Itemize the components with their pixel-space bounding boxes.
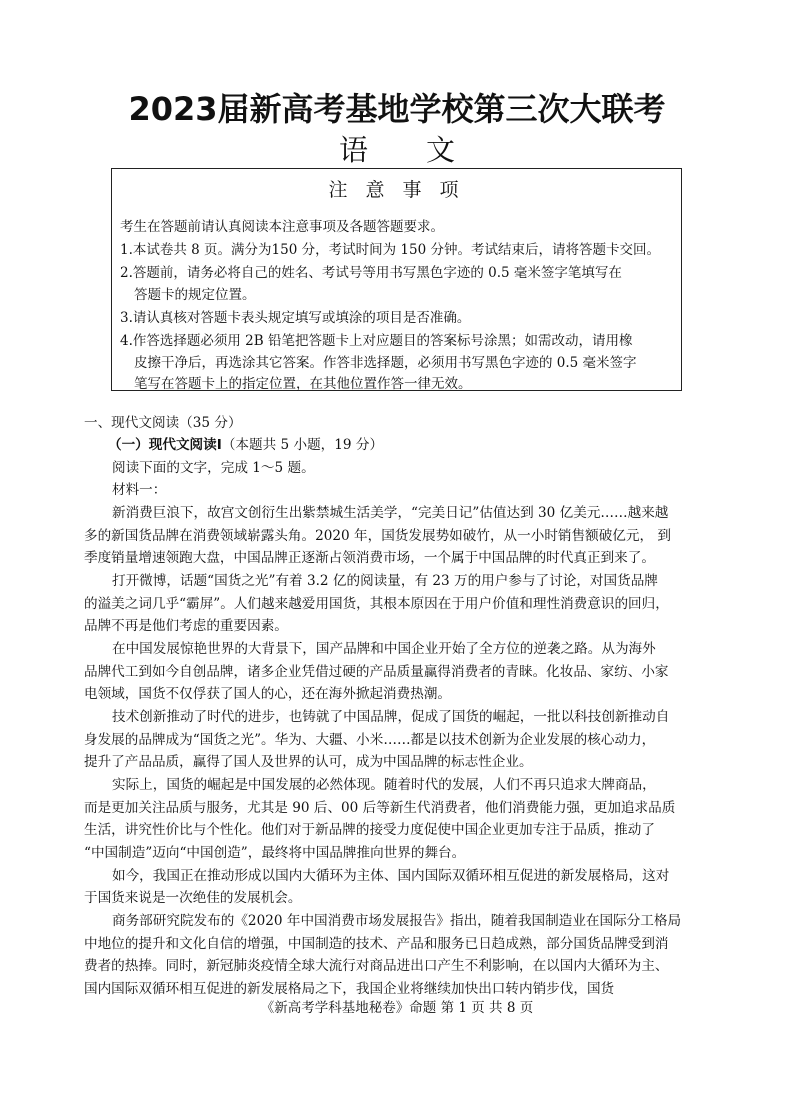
notice-line: 3.请认真核对答题卡表头规定填写或填涂的项目是否准确。 — [120, 310, 471, 326]
exam-title: 2023届新高考基地学校第三次大联考 — [128, 90, 666, 128]
subsection-title: （一）现代文阅读Ⅰ — [108, 437, 222, 453]
notice-line: 4.作答选择题必须用 2B 铅笔把答题卡上对应题目的答案标号涂黑；如需改动，请用橡 — [120, 333, 633, 349]
paragraph-line: 多的新国货品牌在消费领域崭露头角。2020 年，国货发展势如破竹，从一小时销售额破亿元， 到 — [84, 528, 671, 544]
notice-line: 答题卡的规定位置。 — [134, 287, 256, 303]
paragraph-line: 电领域，国货不仅俘获了国人的心，还在海外掀起消费热潮。 — [84, 686, 452, 702]
paragraph-line: 国内国际双循环相互促进的新发展格局之下，我国企业将继续加快出口转内销步伐，国货 — [84, 981, 615, 997]
paragraph-line: 商务部研究院发布的《2020 年中国消费市场发展报告》指出，随着我国制造业在国际分工格局 — [112, 913, 682, 929]
paragraph-line: 费者的热捧。同时，新冠肺炎疫情全球大流行对商品进出口产生不利影响，在以国内大循环为主、 — [84, 958, 669, 974]
paragraph-line: 而是更加关注品质与服务，尤其是 90 后、00 后等新生代消费者，他们消费能力强，更加追求品质 — [84, 800, 676, 816]
subject-title — [0, 128, 794, 169]
paragraph-line: 中地位的提升和文化自信的增强，中国制造的技术、产品和服务已日趋成熟，部分国货品牌受到消 — [84, 936, 669, 952]
notice-line: 皮擦干净后，再选涂其它答案。作答非选择题，必须用书写黑色字迹的 0.5 毫米签字 — [134, 355, 637, 371]
paragraph-line: 打开微博，话题“国货之光”有着 3.2 亿的阅读量，有 23 万的用户参与了讨论，对国货品牌 — [112, 573, 658, 589]
paragraph-line: 于国货来说是一次绝佳的发展机会。 — [84, 890, 302, 906]
subsection-heading — [108, 433, 383, 453]
instruction: 阅读下面的文字，完成 1～5 题。 — [112, 460, 315, 476]
notice-line: 1.本试卷共 8 页。满分为150 分，考试时间为 150 分钟。考试结束后，请将答题卡交回。 — [120, 242, 660, 258]
paragraph-line: 如今，我国正在推动形成以国内大循环为主体、国内国际双循环相互促进的新发展格局，这对 — [112, 868, 670, 884]
subsection-info: （本题共 5 小题，19 分） — [221, 437, 384, 453]
notice-line: 笔写在答题卡上的指定位置，在其他位置作答一律无效。 — [134, 376, 472, 392]
notice-heading: 注 意 事 项 — [328, 179, 465, 201]
paragraph-line: 新消费巨浪下，故宫文创衍生出紫禁城生活美学，“完美日记”估值达到 30 亿美元……越来越 — [112, 505, 669, 521]
paragraph-line: 品牌代工到如今自创品牌，诸多企业凭借过硬的产品质量赢得消费者的青睐。化妆品、家纺、小家 — [84, 664, 669, 680]
paragraph-line: 品牌不再是他们考虑的重要因素。 — [84, 618, 288, 634]
paragraph-line: 季度销量增速领跑大盘，中国品牌正逐渐占领消费市场，一个属于中国品牌的时代真正到来了。 — [84, 550, 655, 566]
paragraph-line: 实际上，国货的崛起是中国发展的必然体现。随着时代的发展，人们不再只追求大牌商品， — [112, 777, 656, 793]
subject-char-2: 文 — [426, 133, 456, 167]
page-footer: 《新高考学科基地秘卷》命题 第 1 页 共 8 页 — [260, 1000, 534, 1016]
notice-box — [111, 168, 682, 391]
paragraph-line: 在中国发展惊艳世界的大背景下，国产品牌和中国企业开始了全方位的逆袭之路。从为海外 — [112, 641, 656, 657]
section-heading: 一、现代文阅读（35 分） — [84, 415, 242, 431]
subject-char-1: 语 — [338, 133, 368, 167]
material-label: 材料一： — [112, 482, 167, 498]
paragraph-line: 身发展的品牌成为“国货之光”。华为、大疆、小米……都是以技术创新为企业发展的核心动力， — [84, 732, 656, 748]
notice-line: 考生在答题前请认真阅读本注意事项及各题答题要求。 — [120, 219, 444, 235]
paragraph-line: 技术创新推动了时代的进步，也铸就了中国品牌，促成了国货的崛起，一批以科技创新推动自 — [112, 709, 670, 725]
notice-line: 2.答题前，请务必将自己的姓名、考试号等用书写黑色字迹的 0.5 毫米签字笔填写在 — [120, 265, 622, 281]
paragraph-line: 生活，讲究性价比与个性化。他们对于新品牌的接受力度促使中国企业更加专注于品质，推动了 — [84, 822, 655, 838]
paragraph-line: 提升了产品品质，赢得了国人及世界的认可，成为中国品牌的标志性企业。 — [84, 754, 533, 770]
paragraph-line: “中国制造”迈向“中国创造”，最终将中国品牌推向世界的舞台。 — [84, 845, 466, 861]
paragraph-line: 的溢美之词几乎“霸屏”。人们越来越爱用国货，其根本原因在于用户价值和理性消费意识的回归， — [84, 596, 669, 612]
